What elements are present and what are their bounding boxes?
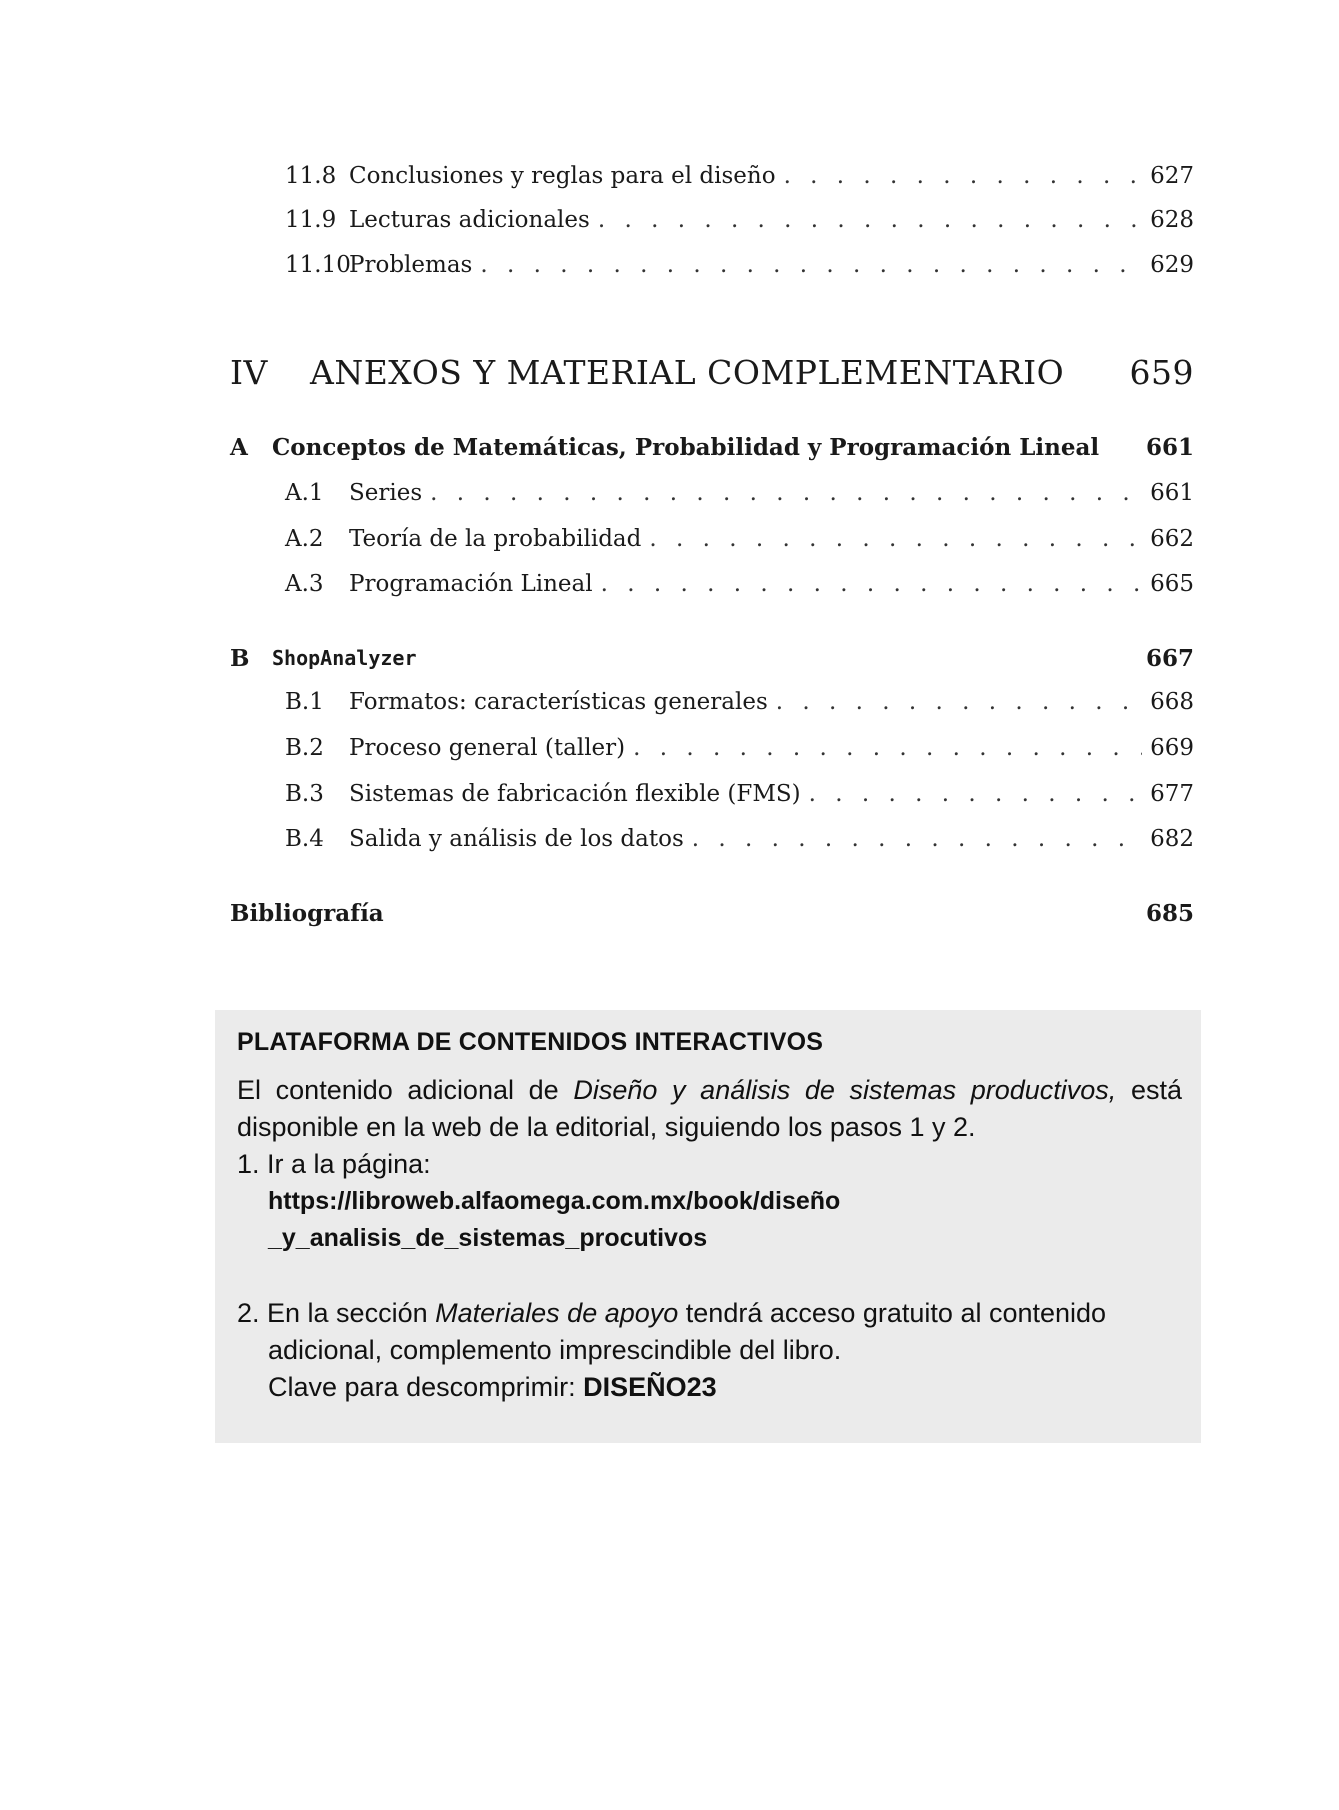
toc-entry-b-1[interactable] [285,684,1194,720]
leader-dots [430,480,1142,506]
page-number: 662 [1150,526,1194,552]
box-intro [237,1072,1182,1146]
toc-appendix-a[interactable] [230,429,1194,465]
bibliography-page: 685 [1145,899,1194,927]
appendix-letter: A [230,433,248,461]
page-number: 629 [1150,252,1194,278]
section-number: B.3 [285,781,324,807]
page-number: 677 [1150,781,1194,807]
section-name: Materiales de apoyo [435,1298,679,1328]
page-number: 628 [1150,207,1194,233]
leader-dots [480,252,1142,278]
appendix-letter: B [230,644,250,672]
step-1 [237,1146,1187,1257]
appendix-title: Conceptos de Matemáticas, Probabilidad y Programación Lineal [272,433,1100,461]
step-2-key-line [237,1369,1187,1406]
section-title: Salida y análisis de los datos [349,826,684,852]
part-page: 659 [1129,352,1194,392]
page-number: 668 [1150,689,1194,715]
leader-dots [692,826,1142,852]
leader-dots [649,526,1142,552]
toc-entry-b-2[interactable] [285,730,1194,766]
step-2-text-end: tendrá acceso gratuito al contenido [678,1298,1107,1328]
section-title: Series [349,480,423,506]
section-number: 11.8 [285,163,337,189]
toc-entry-a-2[interactable] [285,521,1194,557]
page-number: 682 [1150,826,1194,852]
bibliography-title: Bibliografía [230,899,384,927]
step-2-text-start: 2. En la sección [237,1298,436,1328]
section-number: A.1 [285,480,324,506]
step-2-line-2: adicional, complemento imprescindible del libro. [268,1335,842,1365]
appendix-title: ShopAnalyzer [272,646,417,670]
toc-entry-a-1[interactable] [285,475,1194,511]
part-number: IV [230,352,268,392]
section-title: Teoría de la probabilidad [349,526,642,552]
section-title: Proceso general (taller) [349,735,626,761]
appendix-page: 667 [1145,644,1194,672]
toc-entry-b-4[interactable] [285,821,1194,857]
leader-dots [598,207,1142,233]
section-number: 11.9 [285,207,337,233]
toc-entry-11-8[interactable] [285,158,1194,194]
section-number: A.2 [285,526,324,552]
section-title: Lecturas adicionales [349,207,590,233]
section-number: B.4 [285,826,324,852]
unzip-key: DISEÑO23 [583,1372,717,1402]
toc-part-iv[interactable] [230,347,1194,397]
url-link-line-2[interactable]: _y_analisis_de_sistemas_procutivos [268,1224,708,1252]
key-label: Clave para descomprimir: [268,1372,584,1402]
intro-text-start: El contenido adicional de [237,1075,574,1105]
step-2 [237,1295,1187,1406]
leader-dots [776,689,1142,715]
toc-bibliography[interactable] [230,895,1194,931]
toc-entry-11-9[interactable] [285,202,1194,238]
section-title: Problemas [349,252,473,278]
leader-dots [784,163,1143,189]
section-number: A.3 [285,571,324,597]
section-title: Formatos: características generales [349,689,768,715]
section-number: 11.10 [285,252,351,278]
leader-dots [809,781,1142,807]
section-title: Conclusiones y reglas para el diseño [349,163,776,189]
page-number: 627 [1150,163,1194,189]
toc-entry-11-10[interactable] [285,247,1194,283]
section-title: Programación Lineal [349,571,593,597]
book-title: Diseño y análisis de sistemas productivos, [573,1075,1117,1105]
part-title: ANEXOS Y MATERIAL COMPLEMENTARIO [310,352,1065,392]
section-title: Sistemas de fabricación flexible (FMS) [349,781,801,807]
page-number: 669 [1150,735,1194,761]
interactive-content-box [215,1010,1201,1443]
leader-dots [601,571,1142,597]
leader-dots [633,735,1142,761]
page-number: 665 [1150,571,1194,597]
appendix-page: 661 [1145,433,1194,461]
section-number: B.1 [285,689,324,715]
box-heading: PLATAFORMA DE CONTENIDOS INTERACTIVOS [237,1028,824,1056]
url-link-line-1[interactable]: https://libroweb.alfaomega.com.mx/book/diseño [268,1187,841,1215]
toc-entry-b-3[interactable] [285,776,1194,812]
section-number: B.2 [285,735,324,761]
intro-text-end: está disponible en la web de la editorial, siguiendo los pasos 1 y 2. [237,1075,1182,1142]
toc-entry-a-3[interactable] [285,566,1194,602]
step-1-label: 1. Ir a la página: [237,1149,431,1179]
toc-appendix-b[interactable] [230,640,1194,676]
page-number: 661 [1150,480,1194,506]
